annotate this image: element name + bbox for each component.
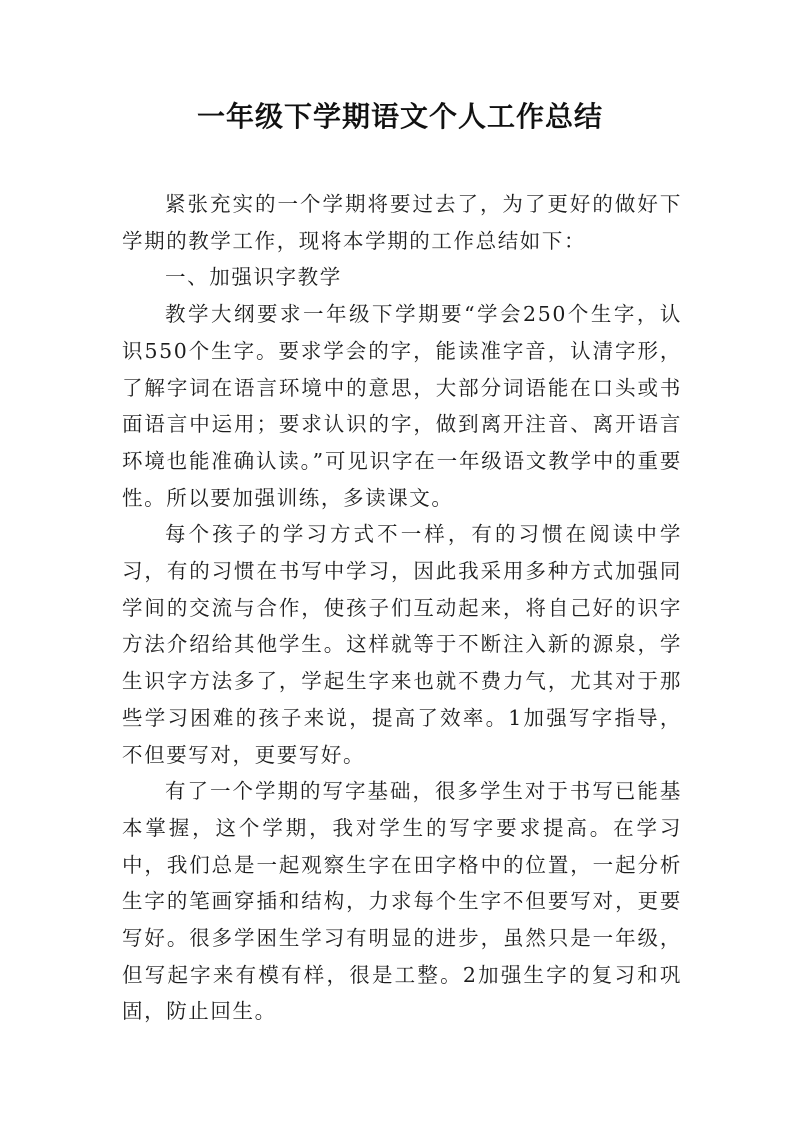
paragraph-syllabus: 教学大纲要求一年级下学期要“学会250个生字，认识550个生字。要求学会的字，能读准字音，认清字形，了解字词在语言环境中的意思，大部分词语能在口头或书面语言中运用；要求认识的字，做到离开注音、离开语言环境也能准确认读。”可见识字在一年级语文教学中的重要性。所以要加强训练，多读课文。 xyxy=(122,302,682,510)
section-heading-1: 一、加强识字教学 xyxy=(165,265,342,290)
document-title: 一年级下学期语文个人工作总结 xyxy=(196,100,603,133)
document-body xyxy=(122,186,682,1030)
paragraph-intro: 紧张充实的一个学期将要过去了，为了更好的做好下学期的教学工作，现将本学期的工作总结如下： xyxy=(122,192,682,253)
paragraph-learning-styles: 每个孩子的学习方式不一样，有的习惯在阅读中学习，有的习惯在书写中学习，因此我采用多种方式加强同学间的交流与合作，使孩子们互动起来，将自己好的识字方法介绍给其他学生。这样就等于不断注入新的源泉，学生识字方法多了，学起生字来也就不费力气，尤其对于那些学习困难的孩子来说，提高了效率。1加强写字指导，不但要写对，更要写好。 xyxy=(122,522,682,767)
paragraph-writing: 有了一个学期的写字基础，很多学生对于书写已能基本掌握，这个学期，我对学生的写字要求提高。在学习中，我们总是一起观察生字在田字格中的位置，一起分析生字的笔画穿插和结构，力求每个生字不但要写对，更要写好。很多学困生学习有明显的进步，虽然只是一年级，但写起字来有模有样，很是工整。2加强生字的复习和巩固，防止回生。 xyxy=(122,779,682,1024)
